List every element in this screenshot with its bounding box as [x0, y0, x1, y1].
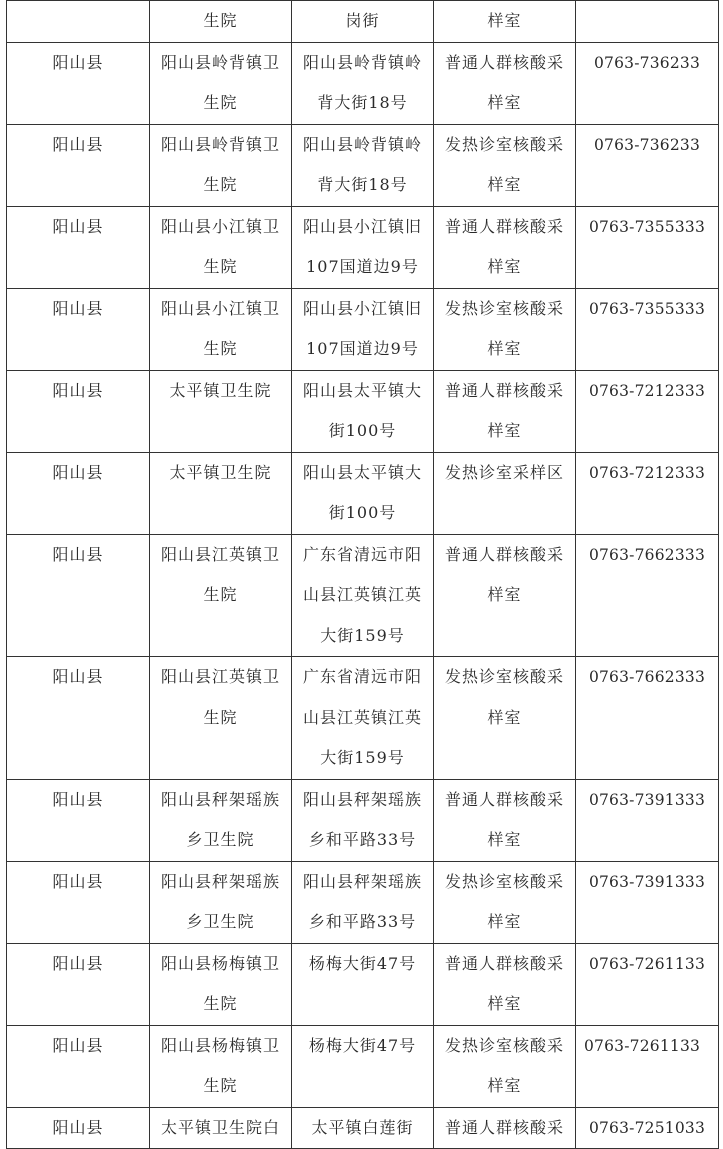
cell-text: 阳山县杨梅镇卫生院: [160, 1035, 280, 1095]
cell-text: 阳山县: [52, 380, 104, 400]
cell-text: 阳山县太平镇大街100号: [302, 462, 422, 522]
cell-text: 广东省清远市阳山县江英镇江英大街159号: [302, 667, 422, 767]
cell-text: 太平镇白莲街: [311, 1117, 414, 1137]
cell-text: 发热诊室核酸采样室: [444, 667, 564, 727]
cell-text: 阳山县: [52, 544, 104, 564]
cell-kind: [434, 1, 576, 43]
cell-text: 普通人群核酸采样室: [444, 789, 564, 849]
table-row: [7, 1107, 719, 1149]
cell-text: 阳山县杨梅镇卫生院: [160, 953, 280, 1013]
cell-address: [292, 861, 434, 943]
table-row: [7, 861, 719, 943]
cell-address: [292, 288, 434, 370]
cell-institution: [150, 1107, 292, 1149]
cell-text: 0763-7212333: [588, 381, 706, 400]
table-row: [7, 1025, 719, 1107]
cell-text: 太平镇卫生院: [169, 380, 272, 400]
cell-text: 0763-7212333: [588, 463, 706, 482]
cell-text: 0763-7355333: [588, 217, 706, 236]
cell-phone: [576, 534, 719, 657]
cell-institution: [150, 124, 292, 206]
cell-text: 普通人群核酸采样室: [444, 216, 564, 276]
cell-kind: [434, 534, 576, 657]
cell-text: 阳山县: [52, 1035, 104, 1055]
cell-text: 阳山县秤架瑶族乡和平路33号: [302, 871, 422, 931]
table-row: [7, 452, 719, 534]
cell-text: 阳山县小江镇卫生院: [160, 298, 280, 358]
cell-phone: [576, 124, 719, 206]
cell-text: 阳山县岭背镇卫生院: [160, 134, 280, 194]
cell-text: 广东省清远市阳山县江英镇江英大街159号: [302, 544, 422, 645]
table-row: [7, 124, 719, 206]
cell-kind: [434, 288, 576, 370]
cell-text: 阳山县江英镇卫生院: [160, 544, 280, 604]
cell-text: 阳山县秤架瑶族乡卫生院: [160, 871, 280, 931]
table-row: [7, 943, 719, 1025]
table-row: [7, 42, 719, 124]
cell-text: 发热诊室核酸采样室: [444, 134, 564, 194]
cell-kind: [434, 206, 576, 288]
cell-text: 杨梅大街47号: [308, 1035, 417, 1055]
cell-text: 阳山县: [52, 1117, 104, 1137]
cell-county: [7, 452, 150, 534]
cell-text: 阳山县: [52, 216, 104, 236]
cell-text: 阳山县: [52, 298, 104, 318]
cell-text: 0763-7261133: [584, 1036, 701, 1055]
cell-text: 0763-736233: [593, 135, 701, 154]
cell-address: [292, 1107, 434, 1149]
cell-institution: [150, 861, 292, 943]
cell-kind: [434, 943, 576, 1025]
cell-phone: [576, 861, 719, 943]
cell-text: 阳山县小江镇旧107国道边9号: [302, 298, 422, 358]
cell-text: 阳山县岭背镇岭背大街18号: [302, 134, 422, 194]
cell-county: [7, 370, 150, 452]
cell-institution: [150, 1025, 292, 1107]
cell-institution: [150, 779, 292, 861]
cell-text: 0763-7261133: [588, 954, 706, 973]
cell-institution: [150, 534, 292, 657]
cell-text: 发热诊室核酸采样室: [444, 298, 564, 358]
cell-text: 阳山县秤架瑶族乡卫生院: [160, 789, 280, 849]
cell-phone: [576, 1025, 719, 1107]
cell-text: 0763-7662333: [588, 668, 706, 686]
cell-text: 发热诊室采样区: [444, 462, 564, 482]
cell-text: 发热诊室核酸采样室: [444, 871, 564, 931]
cell-phone: [576, 452, 719, 534]
cell-text: 普通人群核酸采样室: [444, 544, 564, 604]
cell-county: [7, 124, 150, 206]
cell-county: [7, 206, 150, 288]
cell-text: 太平镇卫生院: [169, 462, 272, 482]
cell-text: 0763-7251033: [588, 1118, 706, 1137]
table-row: [7, 206, 719, 288]
cell-text: 阳山县: [52, 667, 104, 686]
cell-text: 普通人群核酸采: [444, 1117, 564, 1137]
cell-text: 岗街: [345, 11, 380, 30]
cell-text: 阳山县: [52, 871, 104, 891]
cell-institution: [150, 657, 292, 780]
cell-phone: [576, 370, 719, 452]
cell-institution: [150, 370, 292, 452]
cell-phone: [576, 288, 719, 370]
cell-county: [7, 779, 150, 861]
cell-address: [292, 1, 434, 43]
table-row: [7, 779, 719, 861]
cell-text: 0763-7355333: [588, 299, 706, 318]
cell-text: 阳山县: [52, 953, 104, 973]
cell-text: 0763-7391333: [588, 790, 706, 809]
cell-text: 阳山县秤架瑶族乡和平路33号: [302, 789, 422, 849]
cell-kind: [434, 779, 576, 861]
cell-county: [7, 534, 150, 657]
cell-institution: [150, 288, 292, 370]
cell-kind: [434, 452, 576, 534]
cell-text: 阳山县: [52, 134, 104, 154]
cell-kind: [434, 861, 576, 943]
cell-text: 阳山县岭背镇岭背大街18号: [302, 52, 422, 112]
cell-county: [7, 288, 150, 370]
cell-text: 阳山县岭背镇卫生院: [160, 52, 280, 112]
cell-phone: [576, 1107, 719, 1149]
cell-kind: [434, 124, 576, 206]
cell-kind: [434, 370, 576, 452]
cell-county: [7, 1025, 150, 1107]
table-row: [7, 288, 719, 370]
cell-text: 生院: [203, 11, 238, 30]
cell-address: [292, 657, 434, 780]
cell-phone: [576, 657, 719, 780]
cell-institution: [150, 452, 292, 534]
sampling-sites-table: [6, 0, 719, 1149]
cell-phone: [576, 206, 719, 288]
cell-institution: [150, 206, 292, 288]
cell-text: 普通人群核酸采样室: [444, 953, 564, 1013]
cell-text: 杨梅大街47号: [308, 953, 417, 973]
cell-text: 阳山县太平镇大街100号: [302, 380, 422, 440]
cell-phone: [576, 42, 719, 124]
cell-text: 0763-736233: [593, 53, 701, 72]
cell-kind: [434, 1025, 576, 1107]
cell-text: 阳山县: [52, 462, 104, 482]
cell-address: [292, 779, 434, 861]
cell-text: 阳山县: [52, 52, 104, 72]
cell-county: [7, 42, 150, 124]
cell-text: 0763-7391333: [588, 872, 706, 891]
cell-kind: [434, 657, 576, 780]
cell-institution: [150, 42, 292, 124]
cell-phone: [576, 1, 719, 43]
cell-address: [292, 124, 434, 206]
cell-kind: [434, 1107, 576, 1149]
cell-text: 阳山县: [52, 789, 104, 809]
cell-address: [292, 370, 434, 452]
table-row: [7, 534, 719, 657]
cell-institution: [150, 1, 292, 43]
cell-text: 普通人群核酸采样室: [444, 380, 564, 440]
cell-text: 0763-7662333: [588, 545, 706, 564]
cell-text: 阳山县江英镇卫生院: [160, 667, 280, 727]
cell-county: [7, 1, 150, 43]
cell-institution: [150, 943, 292, 1025]
table-row-header-fragment: [7, 1, 719, 43]
cell-address: [292, 943, 434, 1025]
cell-text: 阳山县小江镇旧107国道边9号: [302, 216, 422, 276]
cell-kind: [434, 42, 576, 124]
table-body: [7, 1, 719, 1149]
cell-text: 普通人群核酸采样室: [444, 52, 564, 112]
cell-county: [7, 861, 150, 943]
cell-address: [292, 452, 434, 534]
cell-text: 太平镇卫生院白: [160, 1117, 280, 1137]
table-row: [7, 657, 719, 780]
cell-text: 阳山县小江镇卫生院: [160, 216, 280, 276]
cell-address: [292, 534, 434, 657]
cell-county: [7, 1107, 150, 1149]
cell-phone: [576, 943, 719, 1025]
cell-county: [7, 657, 150, 780]
cell-text: 样室: [487, 11, 522, 30]
cell-text: 发热诊室核酸采样室: [444, 1035, 564, 1095]
table-row: [7, 370, 719, 452]
cell-address: [292, 1025, 434, 1107]
cell-phone: [576, 779, 719, 861]
cell-county: [7, 943, 150, 1025]
cell-address: [292, 42, 434, 124]
cell-address: [292, 206, 434, 288]
